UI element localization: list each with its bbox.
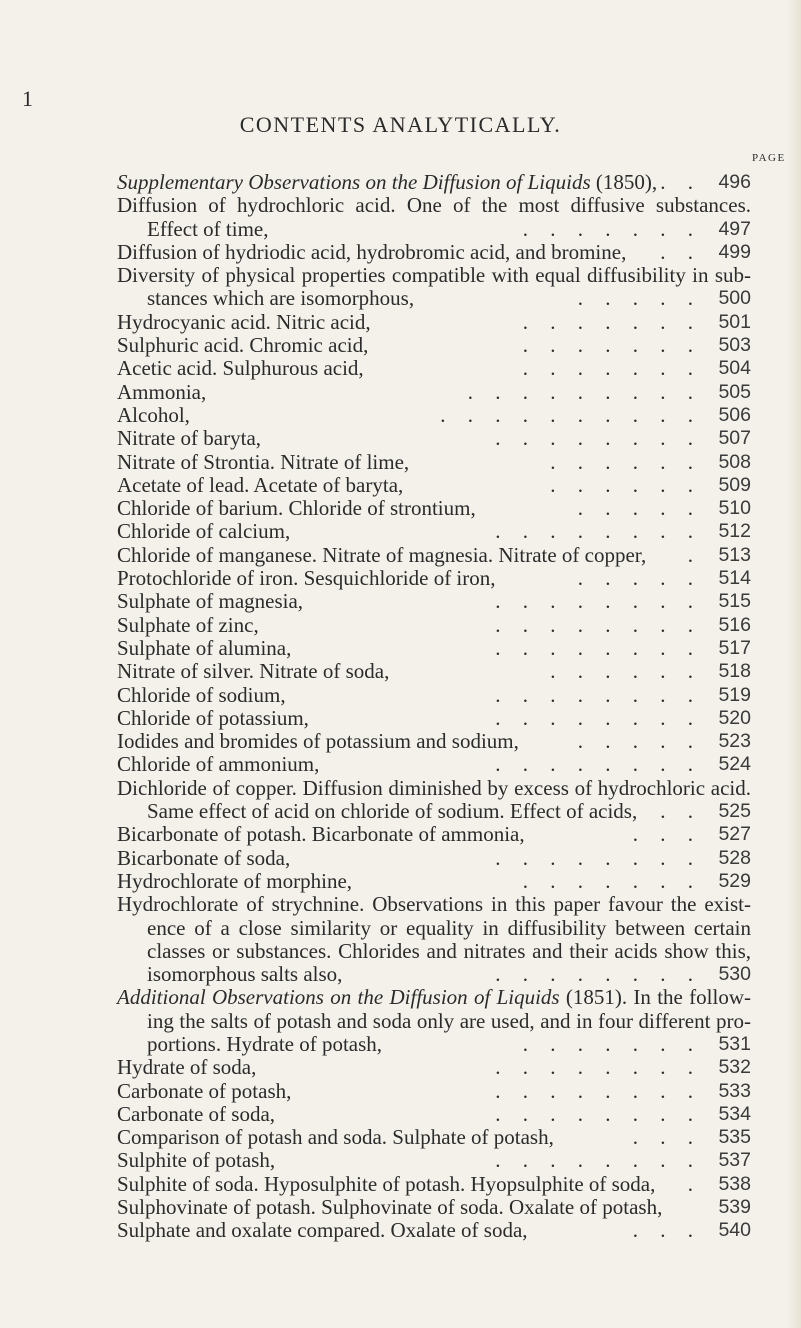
entry-text: [117, 847, 290, 870]
entry-label: Chloride of calcium,: [117, 519, 291, 544]
entry-text: [117, 614, 259, 637]
entry-text: [117, 660, 389, 683]
entry-label: ence of a close similarity or equality in diffusibility between certain: [147, 915, 751, 940]
entry-label: (1850),: [590, 170, 658, 194]
contents-entry: [117, 1173, 751, 1196]
leader-dots: . . . . . . . .: [495, 635, 693, 660]
entry-text: [117, 1219, 528, 1242]
leader-dots: . . . . . . .: [522, 309, 693, 334]
entry-label: (1851). In the follow-: [559, 985, 751, 1010]
leader-dots: . . . . . . . .: [495, 1101, 693, 1126]
entry-text: [117, 893, 751, 916]
leader-dots: . . . . . . . .: [495, 962, 693, 987]
contents-entry: [117, 1149, 751, 1172]
entry-label: Sulphuric acid. Chromic acid,: [117, 333, 369, 358]
leader-dots: . . .: [632, 1218, 693, 1243]
entry-text: [117, 404, 190, 427]
page-reference: 529: [718, 869, 751, 892]
contents-entry: [117, 520, 751, 543]
entry-text: [117, 1056, 256, 1079]
entry-text: [117, 544, 646, 567]
leader-dots: . . .: [632, 822, 693, 847]
contents-entry: [117, 940, 751, 963]
entry-label: Dichloride of copper. Diffusion diminished by excess of hydrochloric acid.: [117, 775, 751, 800]
entry-text: [147, 1033, 382, 1056]
page-reference: 513: [718, 543, 751, 566]
entry-text: [117, 753, 319, 776]
page-reference: 523: [718, 730, 751, 753]
contents-entry: [117, 287, 751, 310]
contents-entry: [117, 1219, 751, 1242]
entry-label: Diffusion of hydrochloric acid. One of the most diffusive substances.: [117, 193, 751, 218]
page-reference: 539: [718, 1196, 751, 1219]
page-reference: 497: [718, 217, 751, 240]
entry-text: [117, 870, 352, 893]
page-edge: [787, 0, 801, 1328]
entry-text: [117, 707, 309, 730]
page-reference: 505: [718, 380, 751, 403]
entry-text: [117, 1126, 554, 1149]
entry-label: Chloride of barium. Chloride of strontium,: [117, 496, 476, 521]
page-reference: 500: [718, 287, 751, 310]
page-reference: 512: [718, 520, 751, 543]
page-reference: 506: [718, 403, 751, 426]
entry-label: Chloride of manganese. Nitrate of magnesia. Nitrate of copper,: [117, 542, 647, 567]
entry-label: Sulphite of soda. Hyposulphite of potash. Hyopsulphite of soda,: [117, 1171, 656, 1196]
entry-label: Hydrochlorate of morphine,: [117, 868, 353, 893]
page-reference: 537: [718, 1149, 751, 1172]
leader-dots: . . . . . .: [550, 659, 693, 684]
entry-label: Chloride of sodium,: [117, 682, 286, 707]
entry-label: Carbonate of soda,: [117, 1101, 276, 1126]
page-reference: 515: [718, 590, 751, 613]
entry-text: [117, 264, 751, 287]
leader-dots: . .: [660, 170, 693, 194]
entry-label: Sulphate of alumina,: [117, 635, 292, 660]
contents-entry: [117, 311, 751, 334]
contents-entry: [117, 870, 751, 893]
contents-entry: [117, 1080, 751, 1103]
entry-label: Alcohol,: [117, 402, 190, 427]
contents-entry: [117, 590, 751, 613]
leader-dots: . . . . . . . .: [495, 1148, 693, 1173]
entry-label: Hydrate of soda,: [117, 1055, 257, 1080]
page-reference: 528: [718, 846, 751, 869]
leader-dots: . .: [660, 239, 693, 264]
contents-entry: [117, 544, 751, 567]
entry-text: [117, 451, 409, 474]
entry-text: [117, 684, 286, 707]
page-reference: 504: [718, 357, 751, 380]
entry-text: [117, 357, 364, 380]
contents-entry: [117, 218, 751, 241]
leader-dots: . . . . . . . .: [495, 682, 693, 707]
entry-label: Hydrochlorate of strychnine. Observations in this paper favour the exist-: [117, 892, 751, 917]
page-reference: 532: [718, 1056, 751, 1079]
contents-entry: [117, 171, 751, 194]
entry-text: [117, 777, 751, 800]
leader-dots: . .: [660, 799, 693, 824]
contents-entry: [117, 1103, 751, 1126]
entry-text: [117, 474, 403, 497]
page-reference: 530: [718, 963, 751, 986]
leader-dots: . . . . . . . .: [495, 752, 693, 777]
contents-entry: [117, 1056, 751, 1079]
page-reference: 524: [718, 753, 751, 776]
page-reference: 533: [718, 1079, 751, 1102]
running-head: CONTENTS ANALYTICALLY.: [239, 112, 562, 137]
page-reference: 540: [718, 1219, 751, 1242]
entry-label: Sulphate of magnesia,: [117, 589, 304, 614]
page-reference: 518: [718, 660, 751, 683]
leader-dots: . . . . .: [577, 729, 693, 754]
page-reference: 531: [718, 1032, 751, 1055]
contents-entry: [117, 963, 751, 986]
leader-dots: . . . . . . .: [522, 216, 693, 241]
entry-text: [147, 800, 637, 823]
contents-entry: [117, 707, 751, 730]
page-reference: 520: [718, 706, 751, 729]
page-reference: 538: [718, 1172, 751, 1195]
entry-label: classes or substances. Chlorides and nitrates and their acids show this,: [147, 938, 751, 963]
entry-text: [117, 590, 303, 613]
entry-text: [117, 311, 371, 334]
leader-dots: . . . . . . . .: [495, 1055, 693, 1080]
contents-entry: [117, 823, 751, 846]
page-reference: 508: [718, 450, 751, 473]
leader-dots: . . . . . . .: [522, 868, 693, 893]
contents-list: [117, 171, 751, 1243]
page-reference: 503: [718, 334, 751, 357]
contents-entry: [117, 451, 751, 474]
contents-entry: [117, 497, 751, 520]
entry-text: [147, 940, 751, 963]
contents-entry: [117, 637, 751, 660]
entry-label: Sulphite of potash,: [117, 1148, 276, 1173]
entry-text: [117, 823, 525, 846]
entry-text: [117, 1149, 275, 1172]
entry-text: [117, 520, 290, 543]
entry-label: Diversity of physical properties compatible with equal diffusibility in sub-: [117, 263, 751, 288]
entry-text: [117, 637, 291, 660]
entry-label: portions. Hydrate of potash,: [147, 1031, 383, 1056]
entry-label: Sulphate of zinc,: [117, 612, 259, 637]
entry-label: Protochloride of iron. Sesquichloride of iron,: [117, 566, 496, 591]
page-reference: 507: [718, 427, 751, 450]
entry-text: [147, 287, 414, 310]
leader-dots: . . . . .: [577, 566, 693, 591]
page-reference: 517: [718, 636, 751, 659]
entry-label: Sulphate and oxalate compared. Oxalate of soda,: [117, 1218, 528, 1243]
entry-label: Sulphovinate of potash. Sulphovinate of soda. Oxalate of potash,: [117, 1195, 663, 1220]
contents-entry: [117, 567, 751, 590]
entry-label: Nitrate of silver. Nitrate of soda,: [117, 659, 390, 684]
page-reference: 499: [718, 240, 751, 263]
entry-text: [147, 917, 751, 940]
entry-label: Effect of time,: [147, 216, 269, 241]
entry-label: ing the salts of potash and soda only are used, and in four different pro-: [147, 1008, 751, 1033]
contents-entry: [117, 800, 751, 823]
contents-entry: [117, 334, 751, 357]
entry-text: [117, 1080, 291, 1103]
contents-entry: [117, 730, 751, 753]
contents-entry: [117, 474, 751, 497]
page-column-label: PAGE: [752, 152, 786, 164]
entry-label: isomorphous salts also,: [147, 962, 343, 987]
contents-entry: [117, 614, 751, 637]
contents-entry: [117, 893, 751, 916]
entry-title-italic: Additional Observations on the Diffusion of Liquids: [117, 985, 560, 1010]
leader-dots: . . . . . . .: [522, 333, 693, 358]
leader-dots: . . . . . . . . . .: [440, 402, 693, 427]
leader-dots: . . . . . . . .: [495, 845, 693, 870]
entry-label: Ammonia,: [117, 379, 207, 404]
leader-dots: . . . . .: [577, 286, 693, 311]
leader-dots: . . . . . . . .: [495, 1078, 693, 1103]
leader-dots: . . . . . . . .: [495, 426, 693, 451]
page-reference: 501: [718, 310, 751, 333]
entry-text: [117, 241, 626, 264]
entry-text: [117, 1103, 275, 1126]
page-reference: 525: [718, 800, 751, 823]
entry-text: [117, 427, 261, 450]
leader-dots: . . .: [632, 1125, 693, 1150]
leader-dots: . . . . . . . .: [495, 589, 693, 614]
entry-label: Comparison of potash and soda. Sulphate of potash,: [117, 1125, 554, 1150]
leader-dots: . . . . . . . .: [495, 519, 693, 544]
leader-dots: . . . . . .: [550, 472, 693, 497]
contents-entry: [117, 660, 751, 683]
entry-text: [147, 963, 342, 986]
entry-text: [117, 171, 657, 194]
entry-label: Acetate of lead. Acetate of baryta,: [117, 472, 404, 497]
contents-entry: [117, 684, 751, 707]
contents-entry: [117, 427, 751, 450]
entry-label: Carbonate of potash,: [117, 1078, 292, 1103]
entry-text: [117, 730, 519, 753]
leader-dots: . . . . . . .: [522, 1031, 693, 1056]
leader-dots: .: [687, 542, 693, 567]
entry-label: Iodides and bromides of potassium and sodium,: [117, 729, 519, 754]
entry-label: Hydrocyanic acid. Nitric acid,: [117, 309, 371, 334]
page-reference: 514: [718, 567, 751, 590]
entry-label: stances which are isomorphous,: [147, 286, 415, 311]
entry-label: Acetic acid. Sulphurous acid,: [117, 356, 364, 381]
page-reference: 519: [718, 683, 751, 706]
entry-label: Chloride of ammonium,: [117, 752, 320, 777]
contents-entry: [117, 1126, 751, 1149]
entry-label: Bicarbonate of soda,: [117, 845, 291, 870]
entry-text: [117, 986, 751, 1009]
contents-entry: [117, 381, 751, 404]
page-reference: 496: [718, 171, 751, 193]
contents-entry: [117, 357, 751, 380]
entry-label: Nitrate of Strontia. Nitrate of lime,: [117, 449, 410, 474]
leader-dots: . . . . . . .: [522, 356, 693, 381]
entry-text: [117, 1196, 662, 1219]
contents-entry: [117, 847, 751, 870]
page-reference: 510: [718, 497, 751, 520]
leader-dots: . . . . . . . . .: [467, 379, 693, 404]
contents-entry: [117, 1196, 751, 1219]
page-reference: 527: [718, 823, 751, 846]
entry-text: [117, 497, 476, 520]
contents-entry: [117, 1033, 751, 1056]
entry-label: Nitrate of baryta,: [117, 426, 262, 451]
contents-entry: [117, 986, 751, 1009]
page-reference: 535: [718, 1126, 751, 1149]
entry-text: [147, 1010, 751, 1033]
contents-entry: [117, 404, 751, 427]
leader-dots: . . . . .: [577, 496, 693, 521]
entry-label: Diffusion of hydriodic acid, hydrobromic acid, and bromine,: [117, 239, 627, 264]
page-reference: 516: [718, 613, 751, 636]
leader-dots: . . . . . . . .: [495, 705, 693, 730]
entry-text: [117, 194, 751, 217]
page-number: 1: [22, 86, 33, 111]
contents-entry: [117, 753, 751, 776]
entry-text: [117, 1173, 655, 1196]
contents-entry: [117, 241, 751, 264]
contents-entry: [117, 264, 751, 287]
contents-entry: [117, 194, 751, 217]
entry-text: [147, 218, 268, 241]
page-reference: 534: [718, 1102, 751, 1125]
entry-title-italic: Supplementary Observations on the Diffusion of Liquids: [117, 170, 591, 194]
leader-dots: . . . . . . . .: [495, 612, 693, 637]
page-reference: 509: [718, 473, 751, 496]
entry-text: [117, 381, 206, 404]
contents-entry: [117, 917, 751, 940]
entry-label: Chloride of potassium,: [117, 705, 309, 730]
leader-dots: . . . . . .: [550, 449, 693, 474]
entry-text: [117, 567, 496, 590]
leader-dots: .: [687, 1171, 693, 1196]
entry-label: Same effect of acid on chloride of sodium. Effect of acids,: [147, 799, 638, 824]
entry-text: [117, 334, 368, 357]
contents-entry: [117, 777, 751, 800]
contents-entry: [117, 1010, 751, 1033]
entry-label: Bicarbonate of potash. Bicarbonate of ammonia,: [117, 822, 525, 847]
